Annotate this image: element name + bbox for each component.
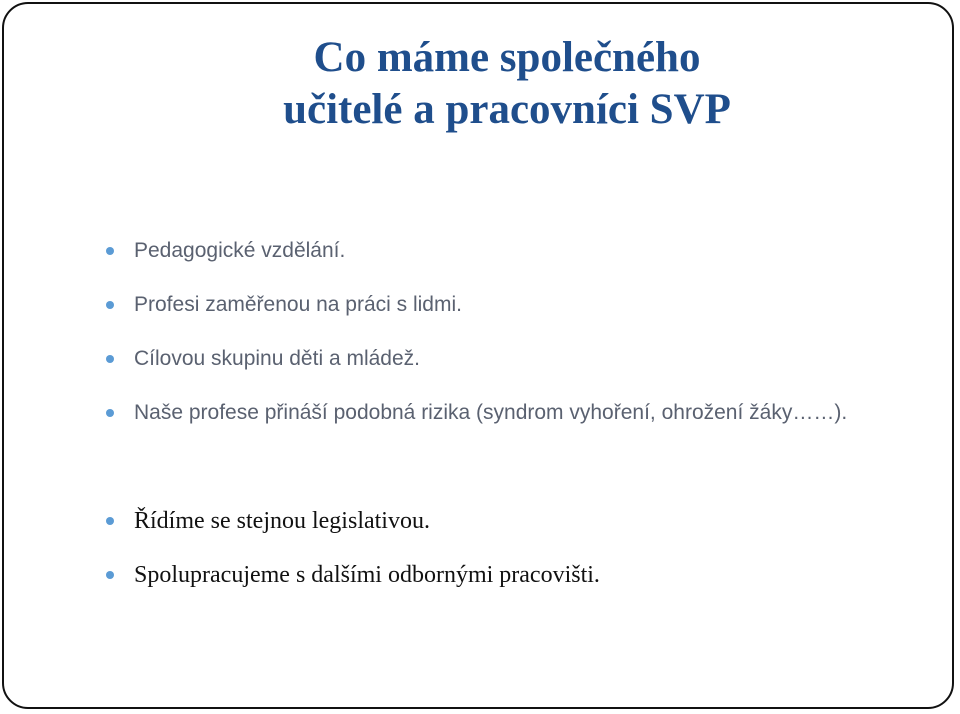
bullet-dot-icon xyxy=(106,247,114,255)
bullet-text: Řídíme se stejnou legislativou. xyxy=(134,508,430,534)
bullet-text: Pedagogické vzdělání. xyxy=(134,239,346,262)
title-line-1: Co máme společného xyxy=(313,34,701,81)
bullet-item xyxy=(106,388,866,494)
bullet-item xyxy=(106,226,866,280)
slide-frame xyxy=(2,2,954,709)
bullet-item xyxy=(106,494,866,548)
bullet-list xyxy=(106,226,866,602)
title-line-2: učitelé a pracovníci SVP xyxy=(283,86,731,133)
bullet-dot-icon xyxy=(106,409,114,417)
bullet-text: Profesi zaměřenou na práci s lidmi. xyxy=(134,293,462,316)
bullet-item xyxy=(106,548,866,602)
slide-title xyxy=(4,32,960,136)
bullet-dot-icon xyxy=(106,517,114,525)
bullet-dot-icon xyxy=(106,301,114,309)
bullet-text: Naše profese přináší podobná rizika (syndrom vyhoření, ohrožení žáky……). xyxy=(134,401,848,424)
bullet-text: Spolupracujeme s dalšími odbornými pracovišti. xyxy=(134,562,600,588)
bullet-dot-icon xyxy=(106,571,114,579)
bullet-text: Cílovou skupinu děti a mládež. xyxy=(134,347,420,370)
bullet-dot-icon xyxy=(106,355,114,363)
bullet-item xyxy=(106,280,866,334)
bullet-item xyxy=(106,334,866,388)
